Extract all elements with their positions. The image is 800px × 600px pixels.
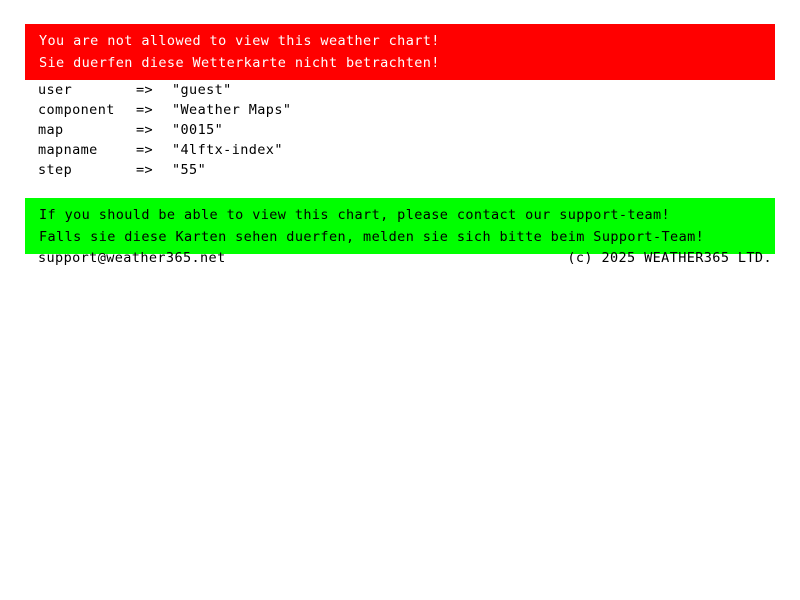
parameter-row-map bbox=[38, 120, 291, 140]
parameter-key: mapname bbox=[38, 142, 98, 158]
info-banner-line-de: Falls sie diese Karten sehen duerfen, melden sie sich bitte beim Support-Team! bbox=[39, 229, 705, 245]
error-banner bbox=[25, 24, 775, 80]
parameter-value: "0015" bbox=[172, 122, 224, 138]
parameter-key: step bbox=[38, 162, 73, 178]
parameter-row-user bbox=[38, 80, 291, 100]
error-banner-line-de: Sie duerfen diese Wetterkarte nicht betrachten! bbox=[39, 55, 440, 71]
parameter-value: "4lftx-index" bbox=[172, 142, 283, 158]
parameter-key: component bbox=[38, 102, 115, 118]
parameter-value: "guest" bbox=[172, 82, 232, 98]
parameter-arrow: => bbox=[136, 82, 154, 98]
parameter-key: map bbox=[38, 122, 64, 138]
parameter-list bbox=[38, 80, 291, 180]
parameter-row-step bbox=[38, 160, 291, 180]
parameter-arrow: => bbox=[136, 162, 154, 178]
footer bbox=[38, 250, 772, 266]
support-email-link[interactable]: support@weather365.net bbox=[38, 250, 226, 266]
parameter-arrow: => bbox=[136, 142, 154, 158]
parameter-arrow: => bbox=[136, 122, 154, 138]
parameter-row-component bbox=[38, 100, 291, 120]
info-banner bbox=[25, 198, 775, 254]
parameter-row-mapname bbox=[38, 140, 291, 160]
copyright-text: (c) 2025 WEATHER365 LTD. bbox=[567, 250, 772, 266]
parameter-arrow: => bbox=[136, 102, 154, 118]
parameter-value: "Weather Maps" bbox=[172, 102, 292, 118]
parameter-key: user bbox=[38, 82, 73, 98]
error-banner-line-en: You are not allowed to view this weather chart! bbox=[39, 33, 440, 49]
info-banner-line-en: If you should be able to view this chart, please contact our support-team! bbox=[39, 207, 671, 223]
parameter-value: "55" bbox=[172, 162, 207, 178]
